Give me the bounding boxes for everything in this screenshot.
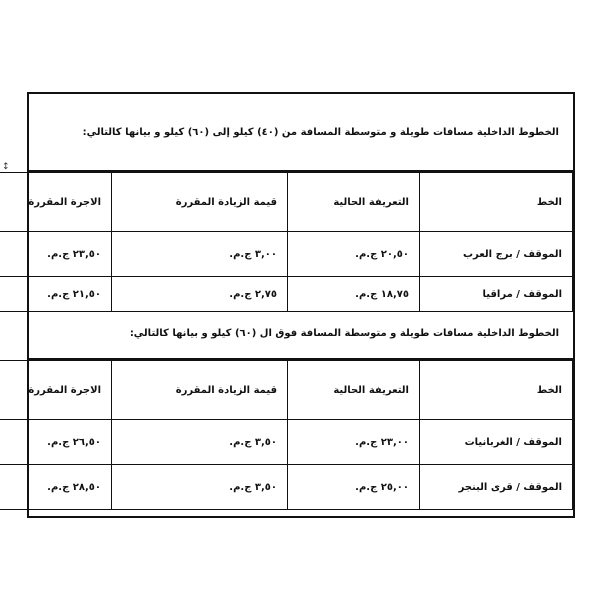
scan-mark: ↕ bbox=[2, 162, 10, 172]
current-fare-cell: ٢٥,٠٠ ج.م. bbox=[288, 465, 420, 510]
section1-title bbox=[29, 94, 573, 172]
route-cell: الموقف / مراقيا bbox=[420, 277, 573, 312]
section1-table bbox=[0, 172, 573, 312]
approved-fare-cell: ٢٦,٥٠ ج.م. bbox=[0, 420, 112, 465]
header-increase: قيمة الزيادة المقررة bbox=[112, 361, 288, 420]
table-row bbox=[0, 420, 573, 465]
table-row bbox=[0, 277, 573, 312]
approved-fare-cell: ٢٨,٥٠ ج.م. bbox=[0, 465, 112, 510]
route-cell: الموقف / الغربانيات bbox=[420, 420, 573, 465]
route-cell: الموقف / قرى البنجر bbox=[420, 465, 573, 510]
header-route: الخط bbox=[420, 173, 573, 232]
header-approved-fare: الاجرة المقررة bbox=[0, 173, 112, 232]
header-current-fare: التعريفة الحالية bbox=[288, 173, 420, 232]
increase-cell: ٣,٥٠ ج.م. bbox=[112, 465, 288, 510]
fare-document bbox=[27, 92, 575, 518]
table-row bbox=[0, 465, 573, 510]
section2-title bbox=[29, 308, 573, 360]
current-fare-cell: ١٨,٧٥ ج.م. bbox=[288, 277, 420, 312]
table-header-row bbox=[0, 173, 573, 232]
header-current-fare: التعريفة الحالية bbox=[288, 361, 420, 420]
section2-title-text: الخطوط الداخلية مسافات طويلة و متوسطة المسافة فوق ال (٦٠) كيلو و بيانها كالتالي: bbox=[129, 327, 559, 339]
header-increase: قيمة الزيادة المقررة bbox=[112, 173, 288, 232]
route-cell: الموقف / برج العرب bbox=[420, 232, 573, 277]
current-fare-cell: ٢٠,٥٠ ج.م. bbox=[288, 232, 420, 277]
header-route: الخط bbox=[420, 361, 573, 420]
section2-table bbox=[0, 360, 573, 510]
approved-fare-cell: ٢٣,٥٠ ج.م. bbox=[0, 232, 112, 277]
increase-cell: ٣,٥٠ ج.م. bbox=[112, 420, 288, 465]
increase-cell: ٣,٠٠ ج.م. bbox=[112, 232, 288, 277]
table-header-row bbox=[0, 361, 573, 420]
approved-fare-cell: ٢١,٥٠ ج.م. bbox=[0, 277, 112, 312]
increase-cell: ٢,٧٥ ج.م. bbox=[112, 277, 288, 312]
header-approved-fare: الاجرة المقررة bbox=[0, 361, 112, 420]
current-fare-cell: ٢٣,٠٠ ج.م. bbox=[288, 420, 420, 465]
table-row bbox=[0, 232, 573, 277]
section1-title-text: الخطوط الداخلية مسافات طويلة و متوسطة المسافة من (٤٠) كيلو إلى (٦٠) كيلو و بيانها كالتالي: bbox=[82, 126, 559, 138]
